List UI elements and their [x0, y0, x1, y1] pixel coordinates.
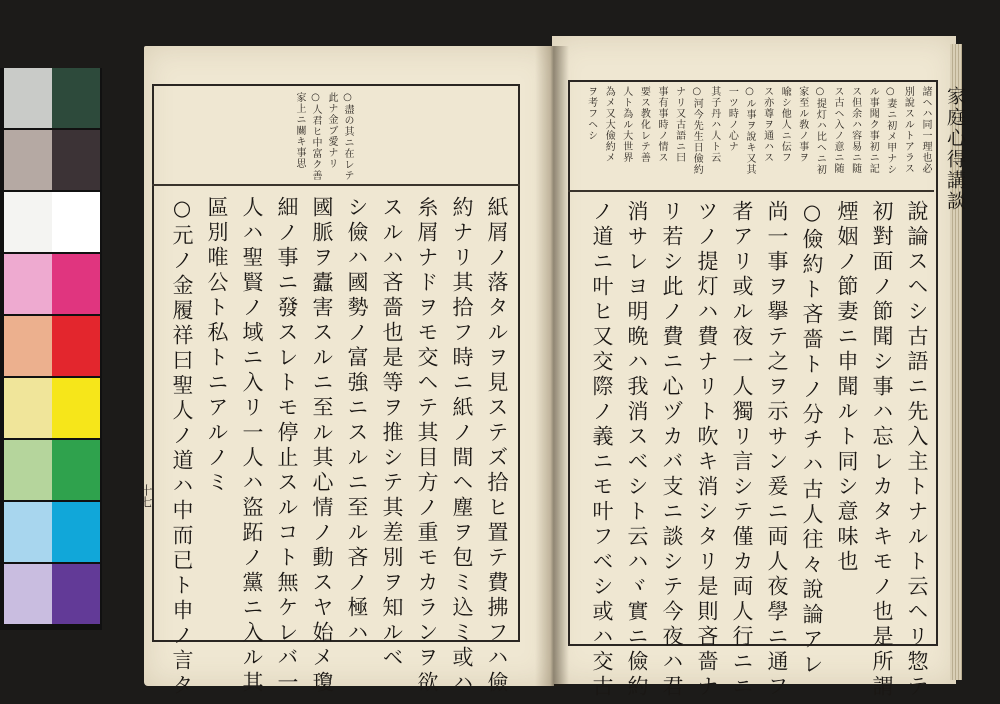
color-swatch	[52, 254, 100, 314]
header-note-column: ナリ又古語ニ曰	[673, 86, 685, 163]
header-note-column: ○河今先生日儉約	[691, 86, 703, 175]
header-note-column: 喩シ他人ニ伝フ	[779, 86, 791, 163]
text-column: スルハ吝嗇也是等ヲ推シテ其差別ヲ知ルベ	[380, 196, 404, 671]
text-column: 人ハ聖賢ノ域ニ入リ一人ハ盜跖ノ黨ニ入ル其	[240, 196, 264, 696]
text-column: ○儉約ト吝嗇トノ分チハ古人往々說論アレ	[800, 200, 824, 678]
header-note-column: ス但余ハ容易ニ随	[849, 86, 861, 174]
header-note-column: ス古ヘ入ノ意ニ随	[832, 86, 843, 174]
text-column: ツノ提灯ハ費ナリト吹キ消シタリ是則吝嗇ナ	[695, 200, 719, 700]
color-swatch	[4, 130, 52, 190]
header-note-column: 要ス教化レテ善	[638, 86, 650, 163]
page-number: 十七	[139, 484, 153, 508]
text-column: 消サレヨ明晩ハ我消スベシト云ハヾ實ニ儉約	[625, 200, 649, 700]
header-note-column: 人ト為ル大世界	[620, 86, 632, 163]
header-note-column: ル事聞ク事初ニ記	[867, 86, 879, 174]
color-swatch	[52, 192, 100, 252]
header-note-column: ○ル事ヲ說キ又其	[744, 86, 755, 175]
text-column: 者アリ或ル夜一人獨リ言シテ僅カ両人行ニニ	[730, 200, 754, 700]
book-gutter	[535, 46, 569, 686]
text-column: ○元ノ金履祥曰聖人ノ道ハ中而已ト申ノ言タ	[170, 196, 194, 699]
header-note-column: 此ナ金ブ愛ナリ	[326, 92, 337, 169]
header-note-column: 其子丹ハ人ト云	[708, 86, 720, 163]
color-swatch	[4, 564, 52, 624]
header-note-column: 為メ又大儉約メ	[603, 86, 615, 163]
text-column: 國脈ヲ蠹害スルニ至ル其心情ノ動スヤ始メ瓊	[310, 196, 334, 696]
color-swatch	[52, 316, 100, 376]
text-column: 區別唯公ト私トニアルノミ	[205, 196, 229, 496]
text-column: 說論スヘシ古語ニ先入主トナルト云ヘリ惣テ	[905, 200, 929, 700]
header-note-column: ス亦尊ヲ通ハス	[761, 86, 773, 163]
open-book	[130, 36, 966, 700]
text-column: 煙姻ノ節妻ニ申聞ルト同シ意味也	[835, 200, 859, 575]
header-note-column: 家上ニ關キ事思	[294, 92, 305, 169]
color-swatch	[4, 254, 52, 314]
header-note-column: 事有事時ノ情ス	[656, 86, 667, 163]
color-swatch	[52, 378, 100, 438]
text-column: シ儉ハ國勢ノ富強ニスルニ至ル吝ノ極ハ	[345, 196, 369, 646]
header-note-column: ○盡の其ニ在レテ	[342, 92, 353, 181]
text-column: ノ道ニ叶ヒ又交際ノ義ニモ叶フベシ或ハ交古	[590, 200, 614, 700]
color-swatch	[52, 440, 100, 500]
color-swatch	[52, 130, 100, 190]
text-column: 細ノ事ニ發スレトモ停止スルコト無ケレバ一	[275, 196, 299, 696]
color-calibration-strip	[0, 68, 102, 630]
header-note-column: 諸ヘハ同一理也必	[920, 86, 931, 174]
color-swatch	[4, 192, 52, 252]
text-column: 糸屑ナドヲモ交ヘテ其目方ノ重モカランヲ欲	[415, 196, 439, 696]
color-swatch	[4, 378, 52, 438]
text-column: 初對面ノ節聞シ事ハ忘レカタキモノ也是所謂	[870, 200, 894, 700]
text-column: 尚一事ヲ擧テ之ヲ示サン爰ニ両人夜學ニ通フ	[765, 200, 789, 700]
header-note-column: ○人君ヒ中富ク善	[310, 92, 321, 181]
color-swatch	[4, 502, 52, 562]
color-swatch	[52, 564, 100, 624]
color-swatch	[52, 502, 100, 562]
color-swatch	[52, 68, 100, 128]
header-note-column: 一ツ時ノ心ナ	[726, 86, 738, 152]
header-note-column: 家至ル敎ノ事ヲ	[796, 86, 808, 163]
header-note-column: ヲ考フヘシ	[585, 86, 597, 141]
color-swatch	[4, 440, 52, 500]
header-note-column: ○妻ニ初メ甲ナシ	[884, 86, 896, 175]
header-note-column: ○提灯ハ比ヘニ初	[814, 86, 826, 175]
text-column: 紙屑ノ落タルヲ見ステズ拾ヒ置テ費拂フハ儉	[485, 196, 509, 696]
header-note-column: 別說スルトアラス	[902, 86, 914, 174]
color-swatch	[4, 68, 52, 128]
text-column: 約ナリ其拾フ時ニ紙ノ間ヘ塵ヲ包ミ込ミ或ハ	[450, 196, 474, 696]
color-swatch	[4, 316, 52, 376]
right-header-rule	[568, 190, 934, 192]
book-title: 家庭心得講談	[944, 86, 966, 212]
text-column: リ若シ此ノ費ニ心ヅカバ支ニ談シテ今夜ハ君	[660, 200, 684, 700]
left-header-rule	[152, 184, 520, 186]
